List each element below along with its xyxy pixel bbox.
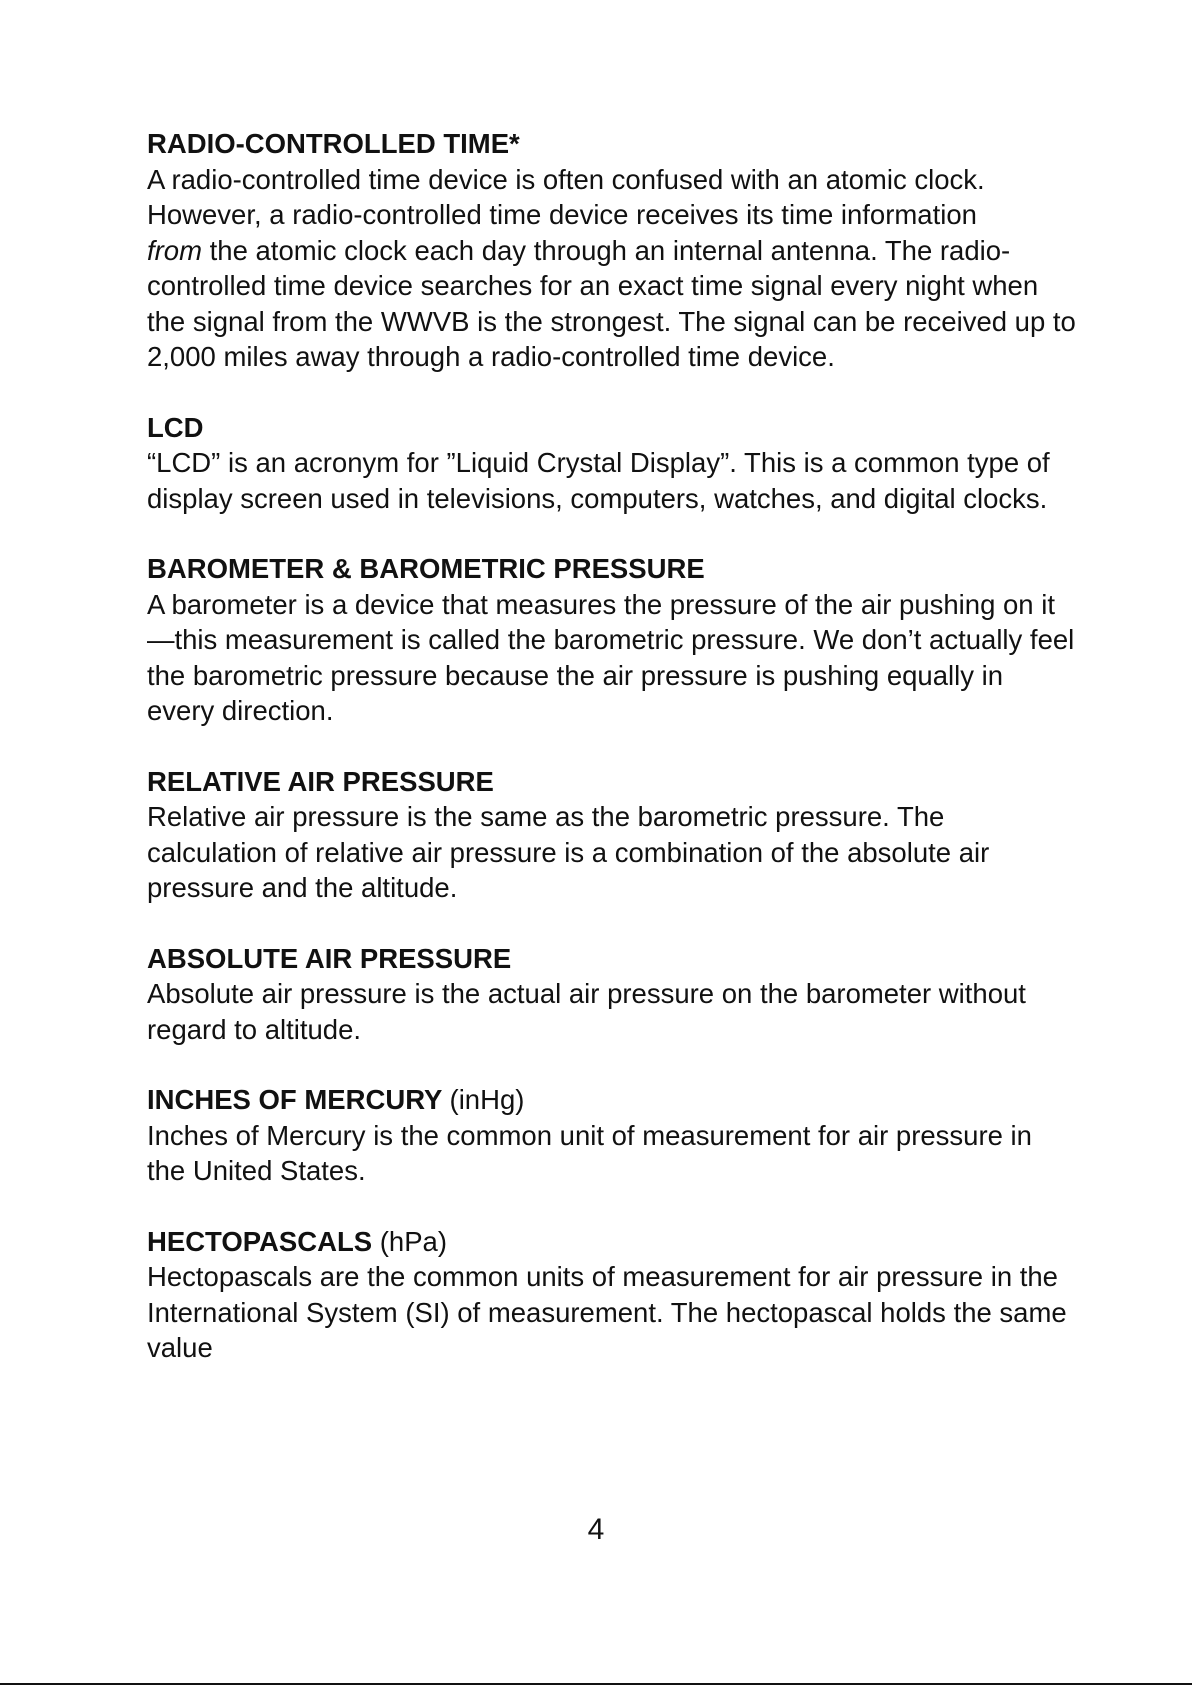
section-radio-controlled-time bbox=[147, 126, 1077, 375]
section-body: Relative air pressure is the same as the barometric pressure. The calculation of relative air pressure is a combination of the absolute air pressure and the altitude. bbox=[147, 801, 990, 903]
section-heading: ABSOLUTE AIR PRESSURE bbox=[147, 942, 512, 974]
section-heading: LCD bbox=[147, 411, 204, 443]
section-body: “LCD” is an acronym for ”Liquid Crystal Display”. This is a common type of display screen used in televisions, computers, watches, and digital clocks. bbox=[147, 447, 1050, 514]
section-heading: BAROMETER & BAROMETRIC PRESSURE bbox=[147, 553, 705, 584]
section-lcd bbox=[147, 410, 1077, 517]
body-text: A radio-controlled time device is often confused with an atomic clock. However, a radio-controlled time device receives its time information bbox=[147, 163, 985, 230]
document-page bbox=[147, 126, 1077, 1401]
section-heading bbox=[147, 1082, 1077, 1118]
section-barometer bbox=[147, 551, 1077, 729]
section-hectopascals bbox=[147, 1224, 1077, 1366]
section-heading: RELATIVE AIR PRESSURE bbox=[147, 765, 494, 797]
section-body: Absolute air pressure is the actual air pressure on the barometer without regard to altitude. bbox=[147, 978, 1026, 1045]
section-body: A barometer is a device that measures the pressure of the air pushing on it—this measurement is called the barometric pressure. We don’t actually feel the barometric pressure because the air pressure is pushing equally in every direction. bbox=[147, 588, 1075, 726]
section-body: Hectopascals are the common units of measurement for air pressure in the International System (SI) of measurement. The hectopascal holds the same value bbox=[147, 1261, 1067, 1363]
section-inches-of-mercury bbox=[147, 1082, 1077, 1189]
body-italic-text: from bbox=[147, 234, 202, 266]
section-absolute-air-pressure bbox=[147, 941, 1077, 1048]
section-body bbox=[147, 162, 1077, 375]
heading-text: INCHES OF MERCURY bbox=[147, 1084, 442, 1115]
heading-unit: (inHg) bbox=[449, 1084, 525, 1115]
page-number: 4 bbox=[587, 1513, 605, 1546]
heading-unit: (hPa) bbox=[379, 1225, 448, 1257]
section-relative-air-pressure bbox=[147, 764, 1077, 906]
section-heading bbox=[147, 1224, 1077, 1260]
heading-text: HECTOPASCALS bbox=[147, 1225, 373, 1257]
body-text: the atomic clock each day through an internal antenna. The radio- controlled time device searches for an exact time signal every night when the signal from the WWVB is the strongest. The signal can be received up to 2,000 miles away through a radio-controlled time device. bbox=[147, 234, 1076, 372]
section-heading: RADIO-CONTROLLED TIME* bbox=[147, 128, 520, 159]
section-body: Inches of Mercury is the common unit of measurement for air pressure in the United States. bbox=[147, 1119, 1032, 1186]
